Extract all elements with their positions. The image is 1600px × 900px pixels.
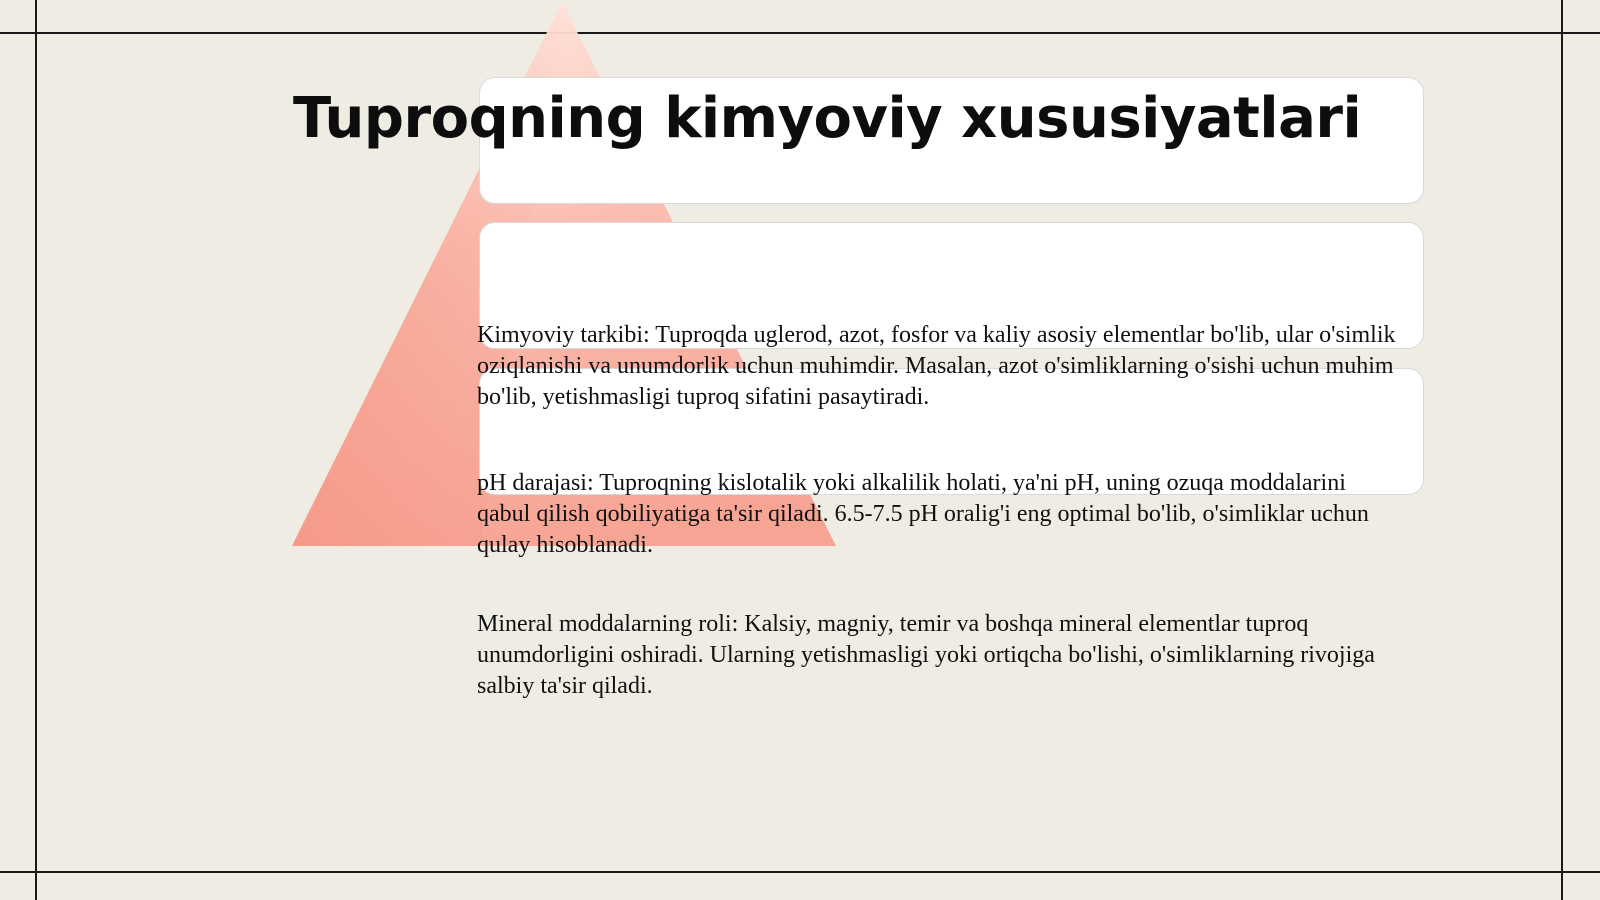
slide-title: Tuproqning kimyoviy xususiyatlari <box>293 86 1362 151</box>
frame-line-left <box>35 0 37 900</box>
paragraph-mineral-role: Mineral moddalarning roli: Kalsiy, magniy, temir va boshqa mineral elementlar tuproq unumdorligini oshiradi. Ularning yetishmasligi yoki ortiqcha bo'lishi, o'simliklarning rivojiga salbiy ta'sir qiladi. <box>477 611 1375 699</box>
paragraph-chemical-composition: Kimyoviy tarkibi: Tuproqda uglerod, azot, fosfor va kaliy asosiy elementlar bo'lib, ular o'simlik oziqlanishi va unumdorlik uchun muhimdir. Masalan, azot o'simliklarning o'sishi uchun muhim bo'lib, yetishmasligi tuproq sifatini pasaytiradi. <box>477 322 1396 410</box>
paragraph-ph-level: pH darajasi: Tuproqning kislotalik yoki alkalilik holati, ya'ni pH, uning ozuqa moddalarini qabul qilish qobiliyatiga ta'sir qiladi. 6.5-7.5 pH oralig'i eng optimal bo'lib, o'simliklar uchun qulay hisoblanadi. <box>477 470 1369 558</box>
frame-line-bottom <box>0 871 1600 873</box>
frame-line-right <box>1561 0 1563 900</box>
